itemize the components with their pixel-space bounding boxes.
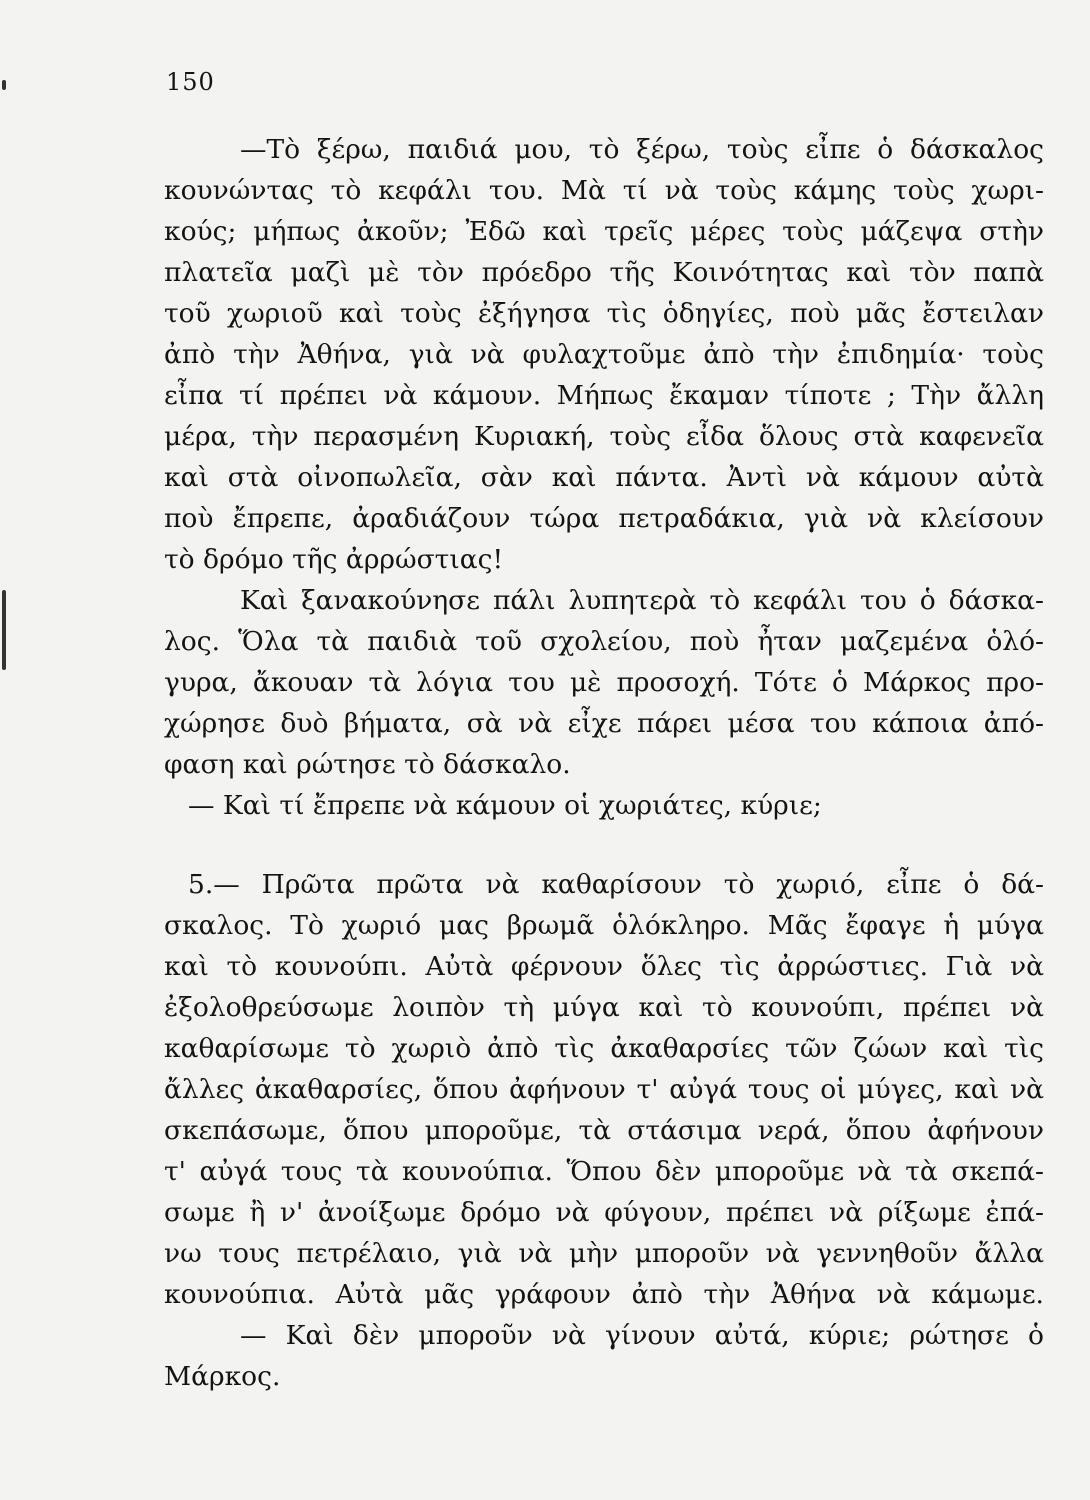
text-line: κουνώντας τὸ κεφάλι του. Μὰ τί νὰ τοὺς κάμης τοὺς χωρι- bbox=[164, 175, 1044, 206]
text-line: πλατεῖα μαζὶ μὲ τὸν πρόεδρο τῆς Κοινότητας καὶ τὸν παπὰ bbox=[164, 257, 1044, 288]
text-line: χώρησε δυὸ βήματα, σὰ νὰ εἶχε πάρει μέσα του κάποια ἀπό- bbox=[164, 708, 1044, 739]
page-number: 150 bbox=[166, 68, 215, 96]
text-line: νω τους πετρέλαιο, γιὰ νὰ μὴν μποροῦν νὰ γεννηθοῦν ἄλλα bbox=[164, 1238, 1044, 1269]
text-line: κουνούπια. Αὐτὰ μᾶς γράφουν ἀπὸ τὴν Ἀθήνα νὰ κάμωμε. bbox=[164, 1279, 1044, 1310]
text-line: σκεπάσωμε, ὅπου μποροῦμε, τὰ στάσιμα νερά, ὅπου ἀφήνουν bbox=[164, 1115, 1044, 1146]
text-line: μέρα, τὴν περασμένη Κυριακή, τοὺς εἶδα ὅλους στὰ καφενεῖα bbox=[164, 421, 1044, 452]
text-line: γυρα, ἄκουαν τὰ λόγια του μὲ προσοχή. Τότε ὁ Μάρκος προ- bbox=[164, 667, 1044, 698]
text-line: — Καὶ δὲν μποροῦν νὰ γίνουν αὐτά, κύριε; ρώτησε ὁ bbox=[240, 1320, 1044, 1351]
text-line: —Τὸ ξέρω, παιδιά μου, τὸ ξέρω, τοὺς εἶπε ὁ δάσκαλος bbox=[240, 134, 1044, 165]
text-line: ἐξολοθρεύσωμε λοιπὸν τὴ μύγα καὶ τὸ κουνούπι, πρέπει νὰ bbox=[164, 992, 1044, 1023]
text-line: σκαλος. Τὸ χωριό μας βρωμᾶ ὁλόκληρο. Μᾶς ἔφαγε ἡ μύγα bbox=[164, 910, 1044, 941]
text-line: ἄλλες ἀκαθαρσίες, ὅπου ἀφήνουν τ' αὐγά τους οἱ μύγες, καὶ νὰ bbox=[164, 1074, 1044, 1105]
scan-edge-mark bbox=[2, 80, 6, 90]
text-line: ποὺ ἔπρεπε, ἀραδιάζουν τώρα πετραδάκια, γιὰ νὰ κλείσουν bbox=[164, 503, 1044, 534]
text-line: εἶπα τί πρέπει νὰ κάμουν. Μήπως ἔκαμαν τίποτε ; Τὴν ἄλλη bbox=[164, 380, 1044, 411]
text-line: καθαρίσωμε τὸ χωριὸ ἀπὸ τὶς ἀκαθαρσίες τῶν ζώων καὶ τὶς bbox=[164, 1033, 1044, 1064]
text-line: ἀπὸ τὴν Ἀθήνα, γιὰ νὰ φυλαχτοῦμε ἀπὸ τὴν ἐπιδημία· τοὺς bbox=[164, 339, 1044, 370]
scan-edge-mark bbox=[2, 590, 6, 670]
text-line: σωμε ἢ ν' ἀνοίξωμε δρόμο νὰ φύγουν, πρέπει νὰ ρίξωμε ἐπά- bbox=[164, 1197, 1044, 1228]
text-line: κούς; μήπως ἀκοῦν; Ἐδῶ καὶ τρεῖς μέρες τοὺς μάζεψα στὴν bbox=[164, 216, 1044, 247]
text-line: — Καὶ τί ἔπρεπε νὰ κάμουν οἱ χωριάτες, κύριε; bbox=[188, 790, 822, 821]
text-line: καὶ στὰ οἰνοπωλεῖα, σὰν καὶ πάντα. Ἀντὶ νὰ κάμουν αὐτὰ bbox=[164, 462, 1044, 493]
text-line: Μάρκος. bbox=[164, 1361, 281, 1392]
text-line: τ' αὐγά τους τὰ κουνούπια. Ὅπου δὲν μποροῦμε νὰ τὰ σκεπά- bbox=[164, 1156, 1044, 1187]
text-line: φαση καὶ ρώτησε τὸ δάσκαλο. bbox=[164, 749, 571, 780]
text-line: τὸ δρόμο τῆς ἀρρώστιας! bbox=[164, 544, 504, 575]
text-line: 5.— Πρῶτα πρῶτα νὰ καθαρίσουν τὸ χωριό, εἶπε ὁ δά- bbox=[188, 869, 1044, 900]
text-line: λος. Ὅλα τὰ παιδιὰ τοῦ σχολείου, ποὺ ἦταν μαζεμένα ὁλό- bbox=[164, 626, 1044, 657]
text-line: τοῦ χωριοῦ καὶ τοὺς ἐξήγησα τὶς ὁδηγίες, ποὺ μᾶς ἔστειλαν bbox=[164, 298, 1044, 329]
text-line: Καὶ ξανακούνησε πάλι λυπητερὰ τὸ κεφάλι του ὁ δάσκα- bbox=[240, 585, 1044, 616]
text-line: καὶ τὸ κουνούπι. Αὐτὰ φέρνουν ὅλες τὶς ἀρρώστιες. Γιὰ νὰ bbox=[164, 951, 1044, 982]
